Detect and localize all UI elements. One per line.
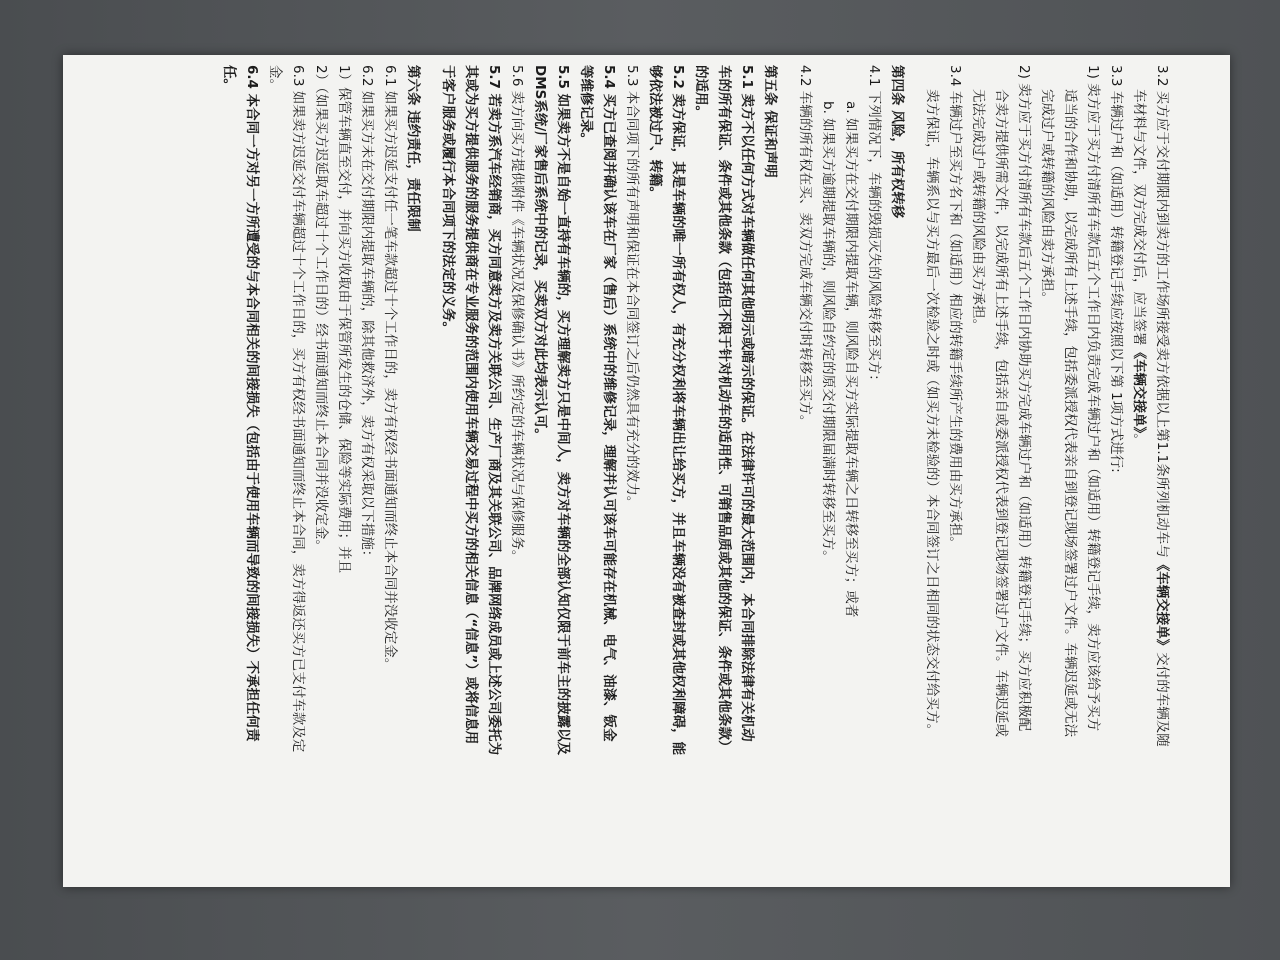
line-text: b. 如果买方逾期提取车辆的，则风险自约定的原交付期限届满时转移至买方。 <box>820 101 836 564</box>
line-text: 第四条 风险，所有权转移 <box>889 65 905 219</box>
contract-line <box>309 65 332 865</box>
contract-line <box>1104 65 1127 865</box>
line-text: 6.2 如果买方未在交付期限内提取车辆的，除其他救济外，卖方有权采取以下措施： <box>359 65 375 564</box>
line-text: 4.2 车辆的所有权在买、卖双方完成车辆交付时转移至买方。 <box>797 65 813 429</box>
section-heading <box>401 65 424 865</box>
line-text: 合卖方提供所需文件，以完成所有上述手续，包括亲自或委派授权代表到登记现场签署过户文件。车辆迟延或 <box>993 89 1009 737</box>
contract-line <box>862 65 885 865</box>
line-text: 无法完成过户或转籍的风险由买方承担。 <box>970 89 986 332</box>
line-text: 5.3 本合同项下的所有声明和保证在本合同签订之后仍然具有充分的效力。 <box>624 65 640 510</box>
line-text: 6.1 如果买方迟延支付任一笔车款超过十个工作日的，卖方有权经书面通知而终止本合同并没收定金。 <box>382 65 398 672</box>
contract-line <box>482 65 505 865</box>
line-bold-text: 于客户服务或履行本合同项下的法定的义务。 <box>440 65 456 335</box>
contract-line <box>528 65 551 865</box>
line-text: 车材料与文件，双方完成交付后，应当签署 <box>1131 89 1147 346</box>
line-bold-text: 车的所有保证、条件或其他条款（包括但不限于针对机动车的适用性、可销售品质或其他的保证、条件或其他条款） <box>716 65 732 754</box>
line-text: a. 如果买方在交付期限内提取车辆，则风险自买方实际提取车辆之日转移至买方；或者 <box>843 101 859 618</box>
contract-text-body <box>93 65 1173 865</box>
line-text: 4.1 下列情况下，车辆的毁损灭失的风险转移至买方： <box>866 65 882 388</box>
contract-line <box>574 65 597 865</box>
contract-line <box>966 65 989 865</box>
contract-line <box>793 65 816 865</box>
line-bold-text: 5.2 卖方保证，其是车辆的唯一所有权人，有充分权利将车辆出让给买方，并且车辆没有被查封或其他权利障碍，能 <box>670 65 686 756</box>
line-bold-text: 5.5 如果卖方不是自始一直持有车辆的，买方理解卖方只是中间人，卖方对车辆的全部认知仅限于前车主的披露以及 <box>555 65 571 756</box>
contract-line <box>1058 65 1081 865</box>
contract-line <box>1127 65 1150 865</box>
line-text: 2) 卖方应于买方付清所有车款后五个工作日内协助买方完成车辆过户和（如适用）转籍登记手续；买方应积极配 <box>1016 65 1032 732</box>
line-text: 3.2 买方应于交付期限内到卖方的工作场所接受卖方依据以上第1.1条所列机动车与 <box>1154 65 1170 558</box>
line-text: 1) 卖方应于买方付清所有车款后五个工作日内负责完成车辆过户和（如适用）转籍登记手续，卖方应该给予买方 <box>1085 65 1101 732</box>
line-bold-text: 等维修记录。 <box>578 65 594 146</box>
line-text-tail: 。 <box>1131 433 1147 447</box>
contract-line <box>551 65 574 865</box>
contract-line <box>286 65 309 865</box>
contract-line <box>643 65 666 865</box>
contract-line <box>839 65 862 865</box>
line-text: 第六条 违约责任，责任限制 <box>405 65 421 232</box>
line-text-tail: 交付的车辆及随 <box>1154 652 1170 747</box>
contract-line <box>1012 65 1035 865</box>
contract-line <box>240 65 263 865</box>
contract-line <box>597 65 620 865</box>
contract-line <box>666 65 689 865</box>
line-bold-text: 的适用。 <box>693 65 709 119</box>
line-bold-text: 《车辆交接单》 <box>1154 557 1170 653</box>
contract-line <box>378 65 401 865</box>
line-text: 6.3 如果卖方迟延交付车辆超过十个工作日的，买方有权经书面通知而终止本合同，卖方得返还买方已支付车款及定 <box>290 65 306 753</box>
line-text: 3.3 车辆过户和（如适用）转籍登记手续应按照以下第 1项方式进行: <box>1108 65 1124 473</box>
line-text: 第五条 保证和声明 <box>762 65 778 178</box>
contract-line <box>459 65 482 865</box>
line-bold-text: 6.4 本合同一方对另一方所遭受的与本合同相关的间接损失（包括由于使用车辆而导致的间接损失）不承担任何责 <box>244 65 260 742</box>
line-bold-text: 《车辆交接单》 <box>1131 345 1147 434</box>
section-heading <box>758 65 781 865</box>
line-text: 3.4 车辆过户至买方名下和（如适用）相应的转籍手续所产生的费用由买方承担。 <box>947 65 963 550</box>
contract-line <box>1081 65 1104 865</box>
contract-line <box>355 65 378 865</box>
line-bold-text: 5.7 若卖方系汽车经销商，买方同意卖方及卖方关联公司、生产厂商及其关联公司、品牌网络成员或上述公司委托为 <box>486 65 502 756</box>
line-text: 1）保管车辆直至交付，并向买方收取由于保管所发生的仓储、保险等实际费用；并且 <box>336 65 352 574</box>
contract-line <box>735 65 758 865</box>
line-text: 适当的合作和协助，以完成所有上述手续，包括委派授权代表亲自到登记现场签署过户文件。车辆迟延或无法 <box>1062 89 1078 737</box>
line-text: 金。 <box>267 65 283 92</box>
line-text: 2）（如果买方迟延取车超过十个工作日的）经书面通知而终止本合同并没收定金。 <box>313 65 329 553</box>
line-bold-text: DMS系统/厂家售后系统中的记录，买卖双方对此均表示认可。 <box>532 65 548 442</box>
line-bold-text: 任。 <box>221 65 237 92</box>
contract-line <box>920 65 943 865</box>
contract-sheet <box>63 55 1230 887</box>
line-bold-text: 其或为买方提供服务的服务提供商在专业服务的范围内使用车辆交易过程中买方的相关信息（“信息”）或将信息用 <box>463 65 479 745</box>
contract-line <box>816 65 839 865</box>
contract-line <box>943 65 966 865</box>
line-bold-text: 5.4 买方已查阅并确认该车在厂家（售后）系统中的维修记录，理解并认可该车可能存在机械、电气、油漆、钣金 <box>601 65 617 742</box>
contract-line <box>436 65 459 865</box>
contract-line <box>620 65 643 865</box>
contract-line <box>1150 65 1173 865</box>
line-bold-text: 5.1 卖方不以任何方式对车辆做任何其他明示或暗示的保证。在法律许可的最大范围内，本合同排除法律有关机动 <box>739 65 755 742</box>
contract-line <box>505 65 528 865</box>
line-text: 卖方保证，车辆系以与买方最后一次检验之时或（如买方未检验的）本合同签订之日相同的状态交付给买方。 <box>924 89 940 737</box>
contract-line <box>217 65 240 865</box>
line-text: 完成过户或转籍的风险由卖方承担。 <box>1039 89 1055 305</box>
contract-line <box>1035 65 1058 865</box>
contract-line <box>689 65 712 865</box>
contract-line <box>989 65 1012 865</box>
contract-line <box>263 65 286 865</box>
line-bold-text: 够依法被过户、转籍。 <box>647 65 663 200</box>
contract-line <box>332 65 355 865</box>
line-text: 5.6 卖方向买方提供附件《车辆状况及保修确认书》所约定的车辆状况与保修服务。 <box>509 65 525 564</box>
contract-line <box>712 65 735 865</box>
section-heading <box>885 65 908 865</box>
